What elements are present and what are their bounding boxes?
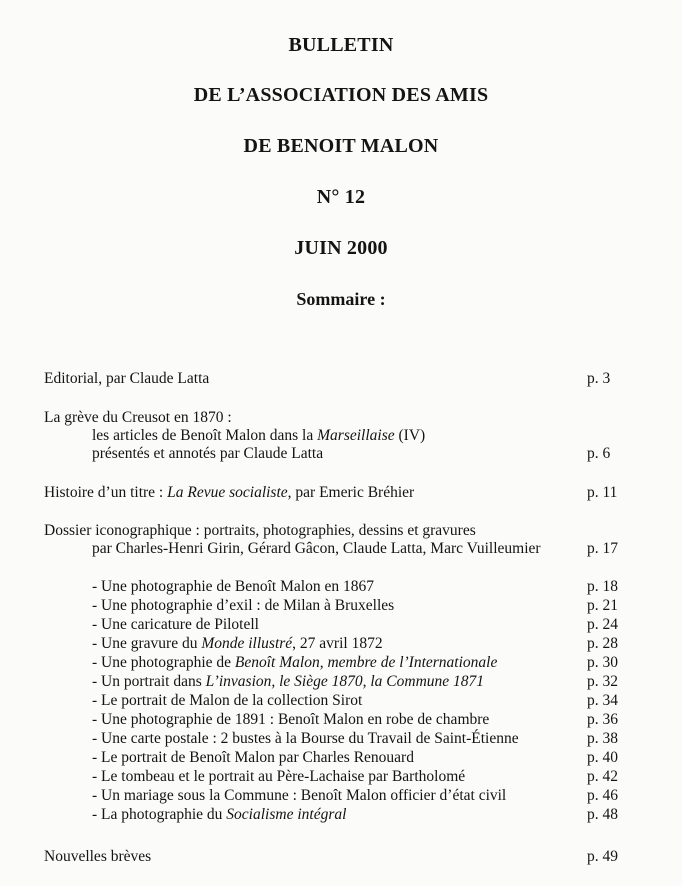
toc-entry-dossier: Dossier iconographique : portraits, photographies, dessins et gravures xyxy=(44,522,476,539)
toc-entry-editorial: Editorial, par Claude Latta xyxy=(44,370,210,387)
toc-subitem: - Une photographie de Benoît Malon, membre de l’Internationale xyxy=(92,654,498,671)
toc-subitem-page: p. 36 xyxy=(587,711,618,728)
toc-subitem: - Un mariage sous la Commune : Benoît Malon officier d’état civil xyxy=(92,787,507,804)
toc-entry-nouvelles: Nouvelles brèves xyxy=(44,848,152,865)
toc-subitem: - Le tombeau et le portrait au Père-Lachaise par Bartholomé xyxy=(92,768,466,785)
toc-subitem: - Une photographie de Benoît Malon en 1867 xyxy=(92,578,374,595)
toc-subitem-page: p. 42 xyxy=(587,768,618,785)
toc-subitem-page: p. 48 xyxy=(587,806,618,823)
toc-subitem-page: p. 30 xyxy=(587,654,618,671)
toc-subitem-page: p. 32 xyxy=(587,673,618,690)
toc-entry-greve-line3: présentés et annotés par Claude Latta xyxy=(92,445,324,462)
toc-subitem: - Une gravure du Monde illustré, 27 avril 1872 xyxy=(92,635,383,652)
association-title: DE L’ASSOCIATION DES AMIS xyxy=(193,84,489,106)
toc-subitem: - Le portrait de Malon de la collection Sirot xyxy=(92,692,363,709)
toc-subitem-page: p. 18 xyxy=(587,578,618,595)
toc-subitem-page: p. 38 xyxy=(587,730,618,747)
sommaire-heading: Sommaire : xyxy=(296,289,386,309)
toc-page-dossier: p. 17 xyxy=(587,540,618,557)
revue-socialiste-title: La Revue socialiste xyxy=(167,484,288,501)
toc-subitem: - Le portrait de Benoît Malon par Charles Renouard xyxy=(92,749,414,766)
toc-page-greve: p. 6 xyxy=(587,445,611,462)
toc-entry-greve-line2: les articles de Benoît Malon dans la Marseillaise (IV) xyxy=(92,427,426,444)
toc-page-editorial: p. 3 xyxy=(587,370,611,387)
toc-subitem-page: p. 24 xyxy=(587,616,618,633)
toc-subitem: - Un portrait dans L’invasion, le Siège 1870, la Commune 1871 xyxy=(92,673,485,690)
toc-subitem-page: p. 40 xyxy=(587,749,618,766)
toc-subitem-page: p. 46 xyxy=(587,787,618,804)
toc-page-histoire: p. 11 xyxy=(587,484,618,501)
toc-subitem: - Une photographie d’exil : de Milan à Bruxelles xyxy=(92,597,395,614)
toc-subitem: - Une photographie de 1891 : Benoît Malon en robe de chambre xyxy=(92,711,490,728)
toc-entry-histoire: Histoire d’un titre : La Revue socialiste, par Emeric Bréhier xyxy=(44,484,415,501)
toc-entry-greve: La grève du Creusot en 1870 : xyxy=(44,409,232,426)
issue-date: JUIN 2000 xyxy=(294,237,388,259)
toc-entry-dossier-authors: par Charles-Henri Girin, Gérard Gâcon, Claude Latta, Marc Vuilleumier xyxy=(92,540,541,557)
issue-number: N° 12 xyxy=(316,186,366,208)
toc-subitem-page: p. 28 xyxy=(587,635,618,652)
toc-page-nouvelles: p. 49 xyxy=(587,848,618,865)
toc-subitem: - La photographie du Socialisme intégral xyxy=(92,806,347,823)
toc-subitem: - Une caricature de Pilotell xyxy=(92,616,259,633)
toc-subitem-page: p. 34 xyxy=(587,692,618,709)
toc-subitem: - Une carte postale : 2 bustes à la Bourse du Travail de Saint-Étienne xyxy=(92,730,519,747)
bulletin-title: BULLETIN xyxy=(288,34,394,56)
marseillaise-title: Marseillaise xyxy=(317,427,395,444)
toc-subitem-page: p. 21 xyxy=(587,597,618,614)
malon-title: DE BENOIT MALON xyxy=(243,135,439,157)
